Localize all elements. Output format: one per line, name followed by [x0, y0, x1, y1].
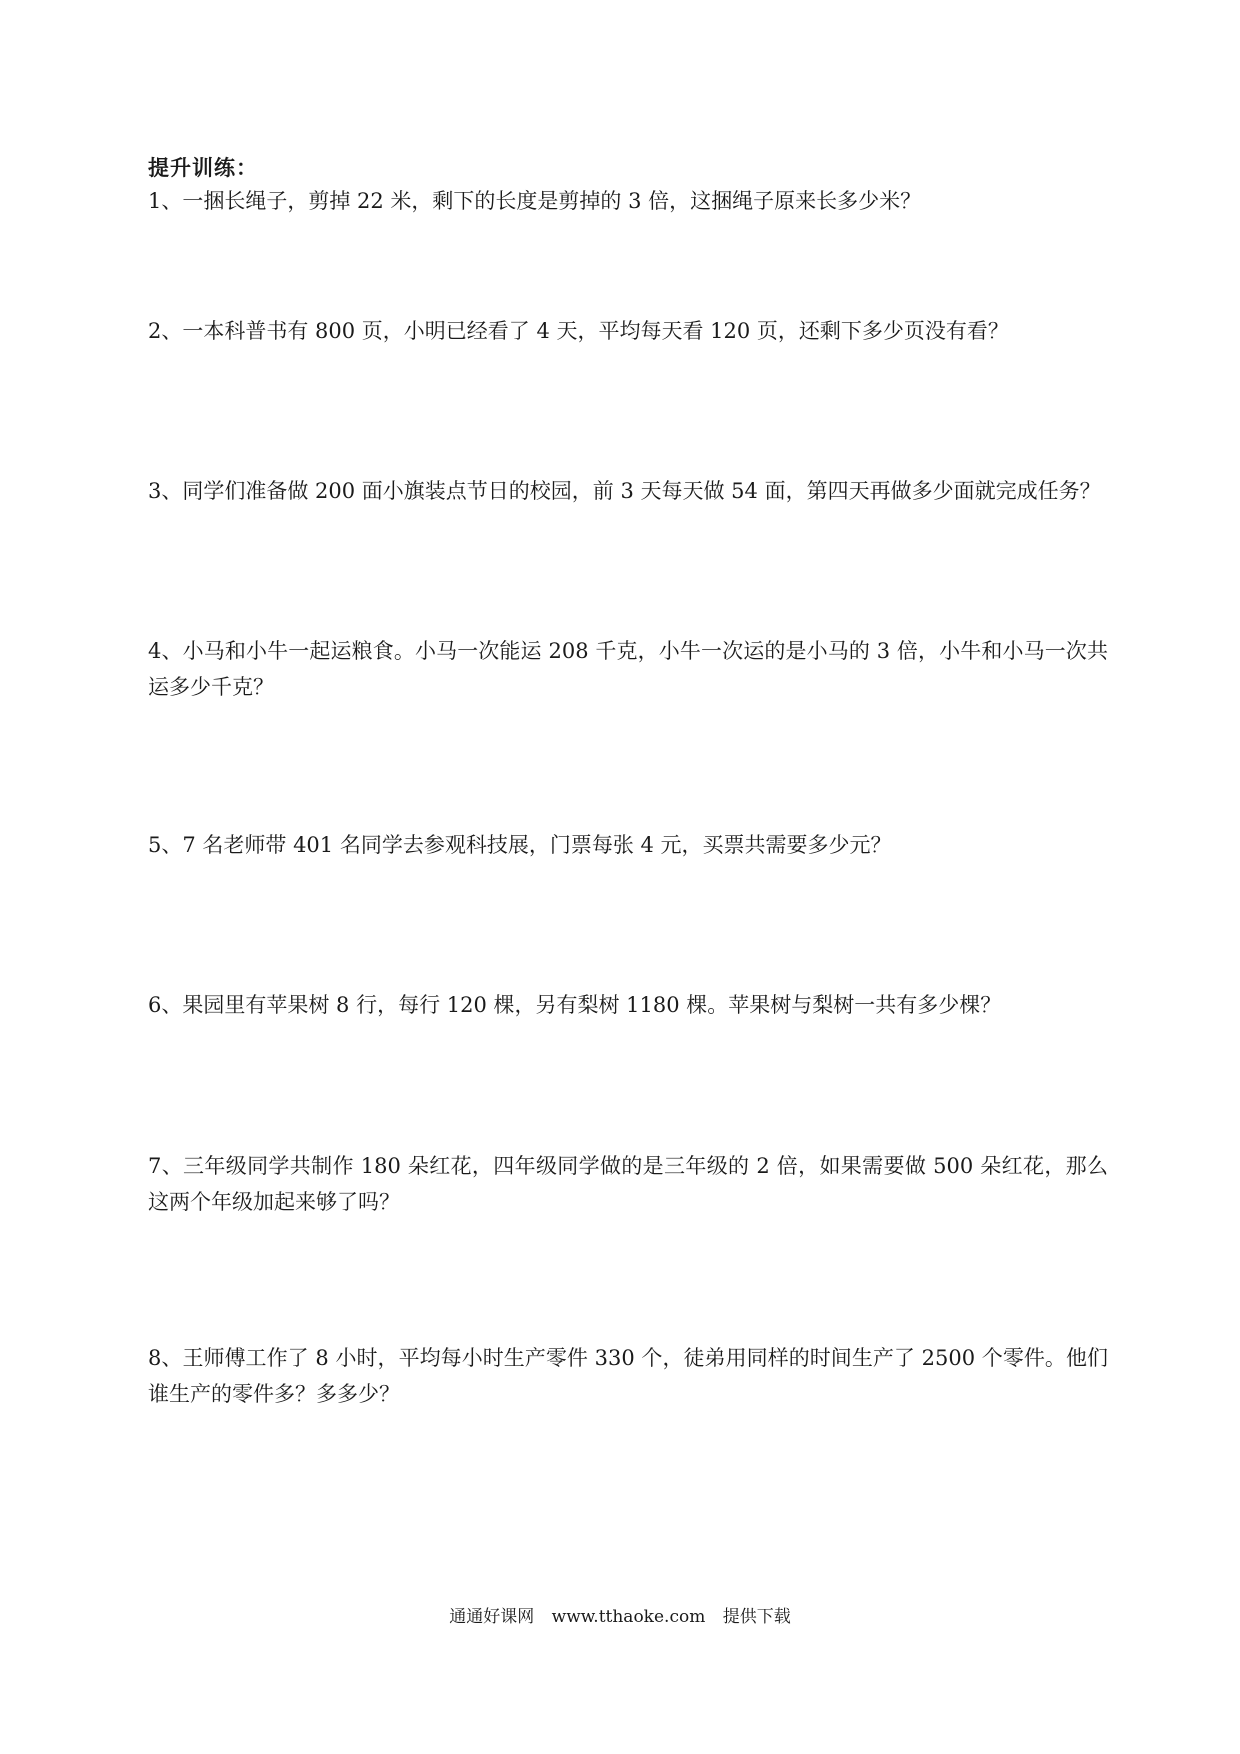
- question-1: 1、一捆长绳子，剪掉 22 米，剩下的长度是剪掉的 3 倍，这捆绳子原来长多少米？: [148, 189, 922, 213]
- section-title: 提升训练：: [148, 155, 258, 180]
- page-footer: [0, 1602, 1240, 1627]
- footer-url: www.tthaoke.com: [551, 1607, 706, 1627]
- question-6: 6、果园里有苹果树 8 行，每行 120 棵，另有梨树 1180 棵。苹果树与梨树一共有多少棵？: [148, 993, 1002, 1017]
- question-3: 3、同学们准备做 200 面小旗装点节日的校园，前 3 天每天做 54 面，第四天再做多少面就完成任务？: [148, 479, 1101, 503]
- question-8: 8、王师傅工作了 8 小时，平均每小时生产零件 330 个，徒弟用同样的时间生产了 2500 个零件。他们谁生产的零件多？多多少？: [148, 1346, 1108, 1406]
- question-7: 7、三年级同学共制作 180 朵红花，四年级同学做的是三年级的 2 倍，如果需要做 500 朵红花，那么这两个年级加起来够了吗？: [148, 1154, 1108, 1214]
- question-5: 5、7 名老师带 401 名同学去参观科技展，门票每张 4 元，买票共需要多少元？: [148, 833, 892, 857]
- footer-site-name: 通通好课网: [449, 1607, 535, 1627]
- question-4: 4、小马和小牛一起运粮食。小马一次能运 208 千克，小牛一次运的是小马的 3 倍，小牛和小马一次共运多少千克？: [148, 639, 1108, 699]
- question-2: 2、一本科普书有 800 页，小明已经看了 4 天，平均每天看 120 页，还剩下多少页没有看？: [148, 319, 1009, 343]
- footer-suffix: 提供下载: [722, 1607, 791, 1627]
